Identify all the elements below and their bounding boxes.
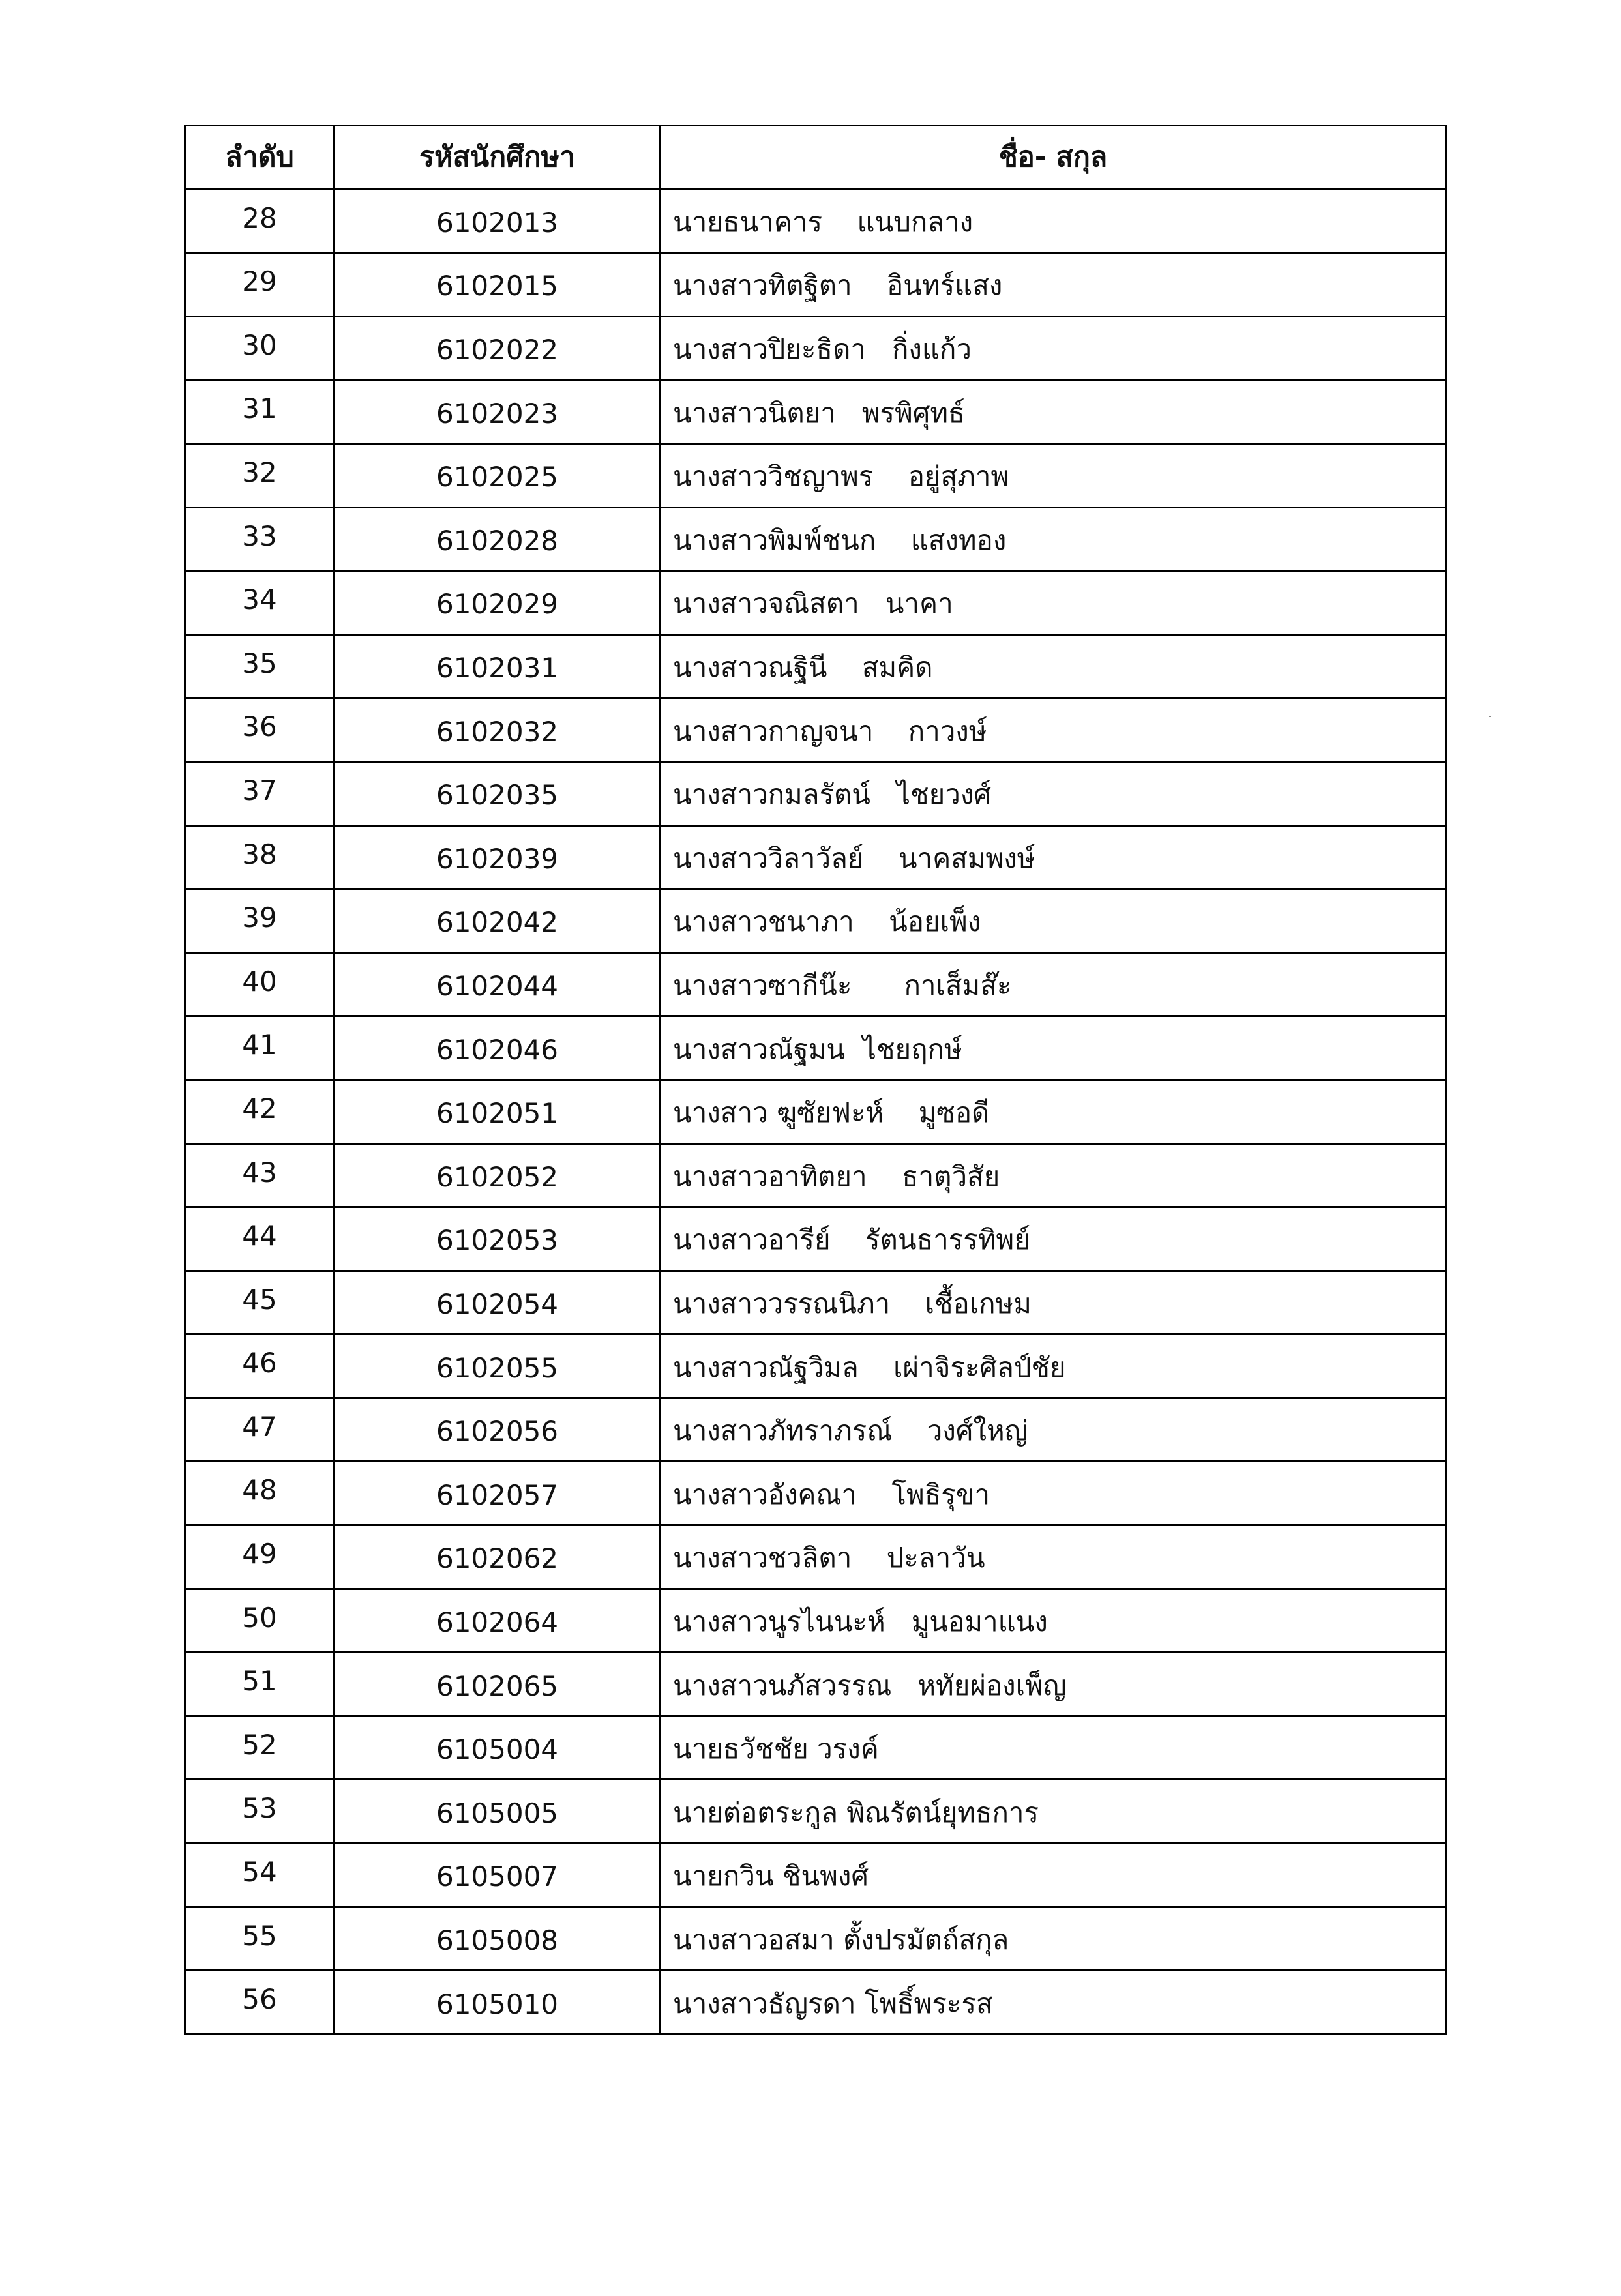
table-row — [185, 825, 1446, 889]
student-name-cell: นางสาววิลาวัลย์ นาคสมพงษ์ — [661, 825, 1446, 889]
table-row — [185, 952, 1446, 1016]
row-number-cell: 36 — [185, 698, 335, 762]
row-number-cell: 40 — [185, 952, 335, 1016]
row-number-cell: 28 — [185, 189, 335, 253]
row-number-cell: 48 — [185, 1462, 335, 1525]
student-name-cell: นางสาวกาญจนา กาวงษ์ — [661, 698, 1446, 762]
student-id-cell: 6102015 — [335, 253, 661, 317]
table-row — [185, 1589, 1446, 1653]
student-id-cell: 6102029 — [335, 571, 661, 635]
student-name-cell: นางสาวนภัสวรรณ หทัยผ่องเพ็ญ — [661, 1653, 1446, 1716]
row-number-cell: 35 — [185, 634, 335, 698]
column-header-student-id: รหัสนักศึกษา — [335, 126, 661, 190]
table-row — [185, 1334, 1446, 1398]
student-id-cell: 6102062 — [335, 1525, 661, 1589]
student-roster-table — [184, 125, 1447, 2035]
table-row — [185, 761, 1446, 825]
student-id-cell: 6102065 — [335, 1653, 661, 1716]
row-number-cell: 46 — [185, 1334, 335, 1398]
row-number-cell: 37 — [185, 761, 335, 825]
student-id-cell: 6102023 — [335, 380, 661, 444]
row-number-cell: 42 — [185, 1080, 335, 1143]
row-number-cell: 52 — [185, 1716, 335, 1780]
student-name-cell: นายต่อตระกูล พิณรัตน์ยุทธการ — [661, 1780, 1446, 1844]
row-number-cell: 53 — [185, 1780, 335, 1844]
student-name-cell: นายธวัชชัย วรงค์ — [661, 1716, 1446, 1780]
row-number-cell: 44 — [185, 1207, 335, 1271]
student-name-cell: นางสาวธัญรดา โพธิ์พระรส — [661, 1971, 1446, 2035]
student-name-cell: นางสาวชวลิตา ปะลาวัน — [661, 1525, 1446, 1589]
student-id-cell: 6102051 — [335, 1080, 661, 1143]
row-number-cell: 30 — [185, 316, 335, 380]
row-number-cell: 49 — [185, 1525, 335, 1589]
student-name-cell: นางสาวอังคณา โพธิรุขา — [661, 1462, 1446, 1525]
student-id-cell: 6102052 — [335, 1143, 661, 1207]
table-row — [185, 1780, 1446, 1844]
student-name-cell: นางสาวอารีย์ รัตนธารรทิพย์ — [661, 1207, 1446, 1271]
student-name-cell: นางสาววิชญาพร อยู่สุภาพ — [661, 443, 1446, 507]
student-name-cell: นางสาวชนาภา น้อยเพ็ง — [661, 889, 1446, 953]
student-name-cell: นางสาวภัทราภรณ์ วงศ์ใหญ่ — [661, 1398, 1446, 1462]
row-number-cell: 55 — [185, 1907, 335, 1971]
student-id-cell: 6102022 — [335, 316, 661, 380]
row-number-cell: 41 — [185, 1016, 335, 1080]
student-id-cell: 6102032 — [335, 698, 661, 762]
table-row — [185, 380, 1446, 444]
table-row — [185, 1398, 1446, 1462]
table-row — [185, 316, 1446, 380]
column-header-full-name: ชื่อ- สกุล — [661, 126, 1446, 190]
row-number-cell: 39 — [185, 889, 335, 953]
student-id-cell: 6105008 — [335, 1907, 661, 1971]
student-id-cell: 6102031 — [335, 634, 661, 698]
table-row — [185, 443, 1446, 507]
student-id-cell: 6102013 — [335, 189, 661, 253]
student-name-cell: นางสาวอสมา ตั้งปรมัตถ์สกุล — [661, 1907, 1446, 1971]
row-number-cell: 33 — [185, 507, 335, 571]
table-row — [185, 1143, 1446, 1207]
table-row — [185, 698, 1446, 762]
row-number-cell: 56 — [185, 1971, 335, 2035]
row-number-cell: 54 — [185, 1844, 335, 1907]
student-id-cell: 6102028 — [335, 507, 661, 571]
student-id-cell: 6102025 — [335, 443, 661, 507]
student-name-cell: นางสาวจณิสตา นาคา — [661, 571, 1446, 635]
table-header — [185, 126, 1446, 190]
column-header-no: ลำดับ — [185, 126, 335, 190]
student-name-cell: นางสาวอาทิตยา ธาตุวิสัย — [661, 1143, 1446, 1207]
student-name-cell: นางสาวณัฐวิมล เผ่าจิระศิลป์ชัย — [661, 1334, 1446, 1398]
student-id-cell: 6102039 — [335, 825, 661, 889]
row-number-cell: 32 — [185, 443, 335, 507]
student-name-cell: นางสาวซากีน๊ะ กาเส็มส๊ะ — [661, 952, 1446, 1016]
table-row — [185, 1525, 1446, 1589]
student-name-cell: นางสาวณัฐมน ไชยฤกษ์ — [661, 1016, 1446, 1080]
student-id-cell: 6102046 — [335, 1016, 661, 1080]
table-row — [185, 1271, 1446, 1334]
row-number-cell: 47 — [185, 1398, 335, 1462]
student-id-cell: 6102055 — [335, 1334, 661, 1398]
student-id-cell: 6102042 — [335, 889, 661, 953]
student-id-cell: 6102044 — [335, 952, 661, 1016]
table-row — [185, 634, 1446, 698]
row-number-cell: 34 — [185, 571, 335, 635]
table-row — [185, 1462, 1446, 1525]
table-row — [185, 1971, 1446, 2035]
student-name-cell: นางสาววรรณนิภา เชื้อเกษม — [661, 1271, 1446, 1334]
student-name-cell: นายกวิน ชินพงศ์ — [661, 1844, 1446, 1907]
table-row — [185, 1907, 1446, 1971]
row-number-cell: 29 — [185, 253, 335, 317]
student-name-cell: นางสาวนิตยา พรพิศุทธ์ — [661, 380, 1446, 444]
student-id-cell: 6105010 — [335, 1971, 661, 2035]
row-number-cell: 31 — [185, 380, 335, 444]
student-id-cell: 6102057 — [335, 1462, 661, 1525]
student-id-cell: 6102064 — [335, 1589, 661, 1653]
student-id-cell: 6102056 — [335, 1398, 661, 1462]
table-row — [185, 1653, 1446, 1716]
row-number-cell: 45 — [185, 1271, 335, 1334]
header-row — [185, 126, 1446, 190]
student-name-cell: นางสาวกมลรัตน์ ไชยวงศ์ — [661, 761, 1446, 825]
row-number-cell: 38 — [185, 825, 335, 889]
table-row — [185, 189, 1446, 253]
row-number-cell: 43 — [185, 1143, 335, 1207]
row-number-cell: 51 — [185, 1653, 335, 1716]
student-name-cell: นางสาวปิยะธิดา กิ่งแก้ว — [661, 316, 1446, 380]
student-name-cell: นางสาวนูรไนนะห์ มูนอมาแนง — [661, 1589, 1446, 1653]
student-name-cell: นางสาว ฆูซัยฟะห์ มูซอดี — [661, 1080, 1446, 1143]
table-row — [185, 1844, 1446, 1907]
table-row — [185, 1016, 1446, 1080]
student-name-cell: นางสาวณฐินี สมคิด — [661, 634, 1446, 698]
student-id-cell: 6102053 — [335, 1207, 661, 1271]
row-number-cell: 50 — [185, 1589, 335, 1653]
table-row — [185, 889, 1446, 953]
student-name-cell: นายธนาคาร แนบกลาง — [661, 189, 1446, 253]
student-id-cell: 6105004 — [335, 1716, 661, 1780]
table-row — [185, 1716, 1446, 1780]
table-row — [185, 1207, 1446, 1271]
table-row — [185, 507, 1446, 571]
margin-speck — [1489, 716, 1491, 717]
student-id-cell: 6102035 — [335, 761, 661, 825]
student-id-cell: 6105007 — [335, 1844, 661, 1907]
student-id-cell: 6102054 — [335, 1271, 661, 1334]
table-body — [185, 189, 1446, 2034]
student-id-cell: 6105005 — [335, 1780, 661, 1844]
table-row — [185, 1080, 1446, 1143]
table-row — [185, 571, 1446, 635]
student-name-cell: นางสาวพิมพ์ชนก แสงทอง — [661, 507, 1446, 571]
student-name-cell: นางสาวทิตฐิตา อินทร์แสง — [661, 253, 1446, 317]
table-row — [185, 253, 1446, 317]
